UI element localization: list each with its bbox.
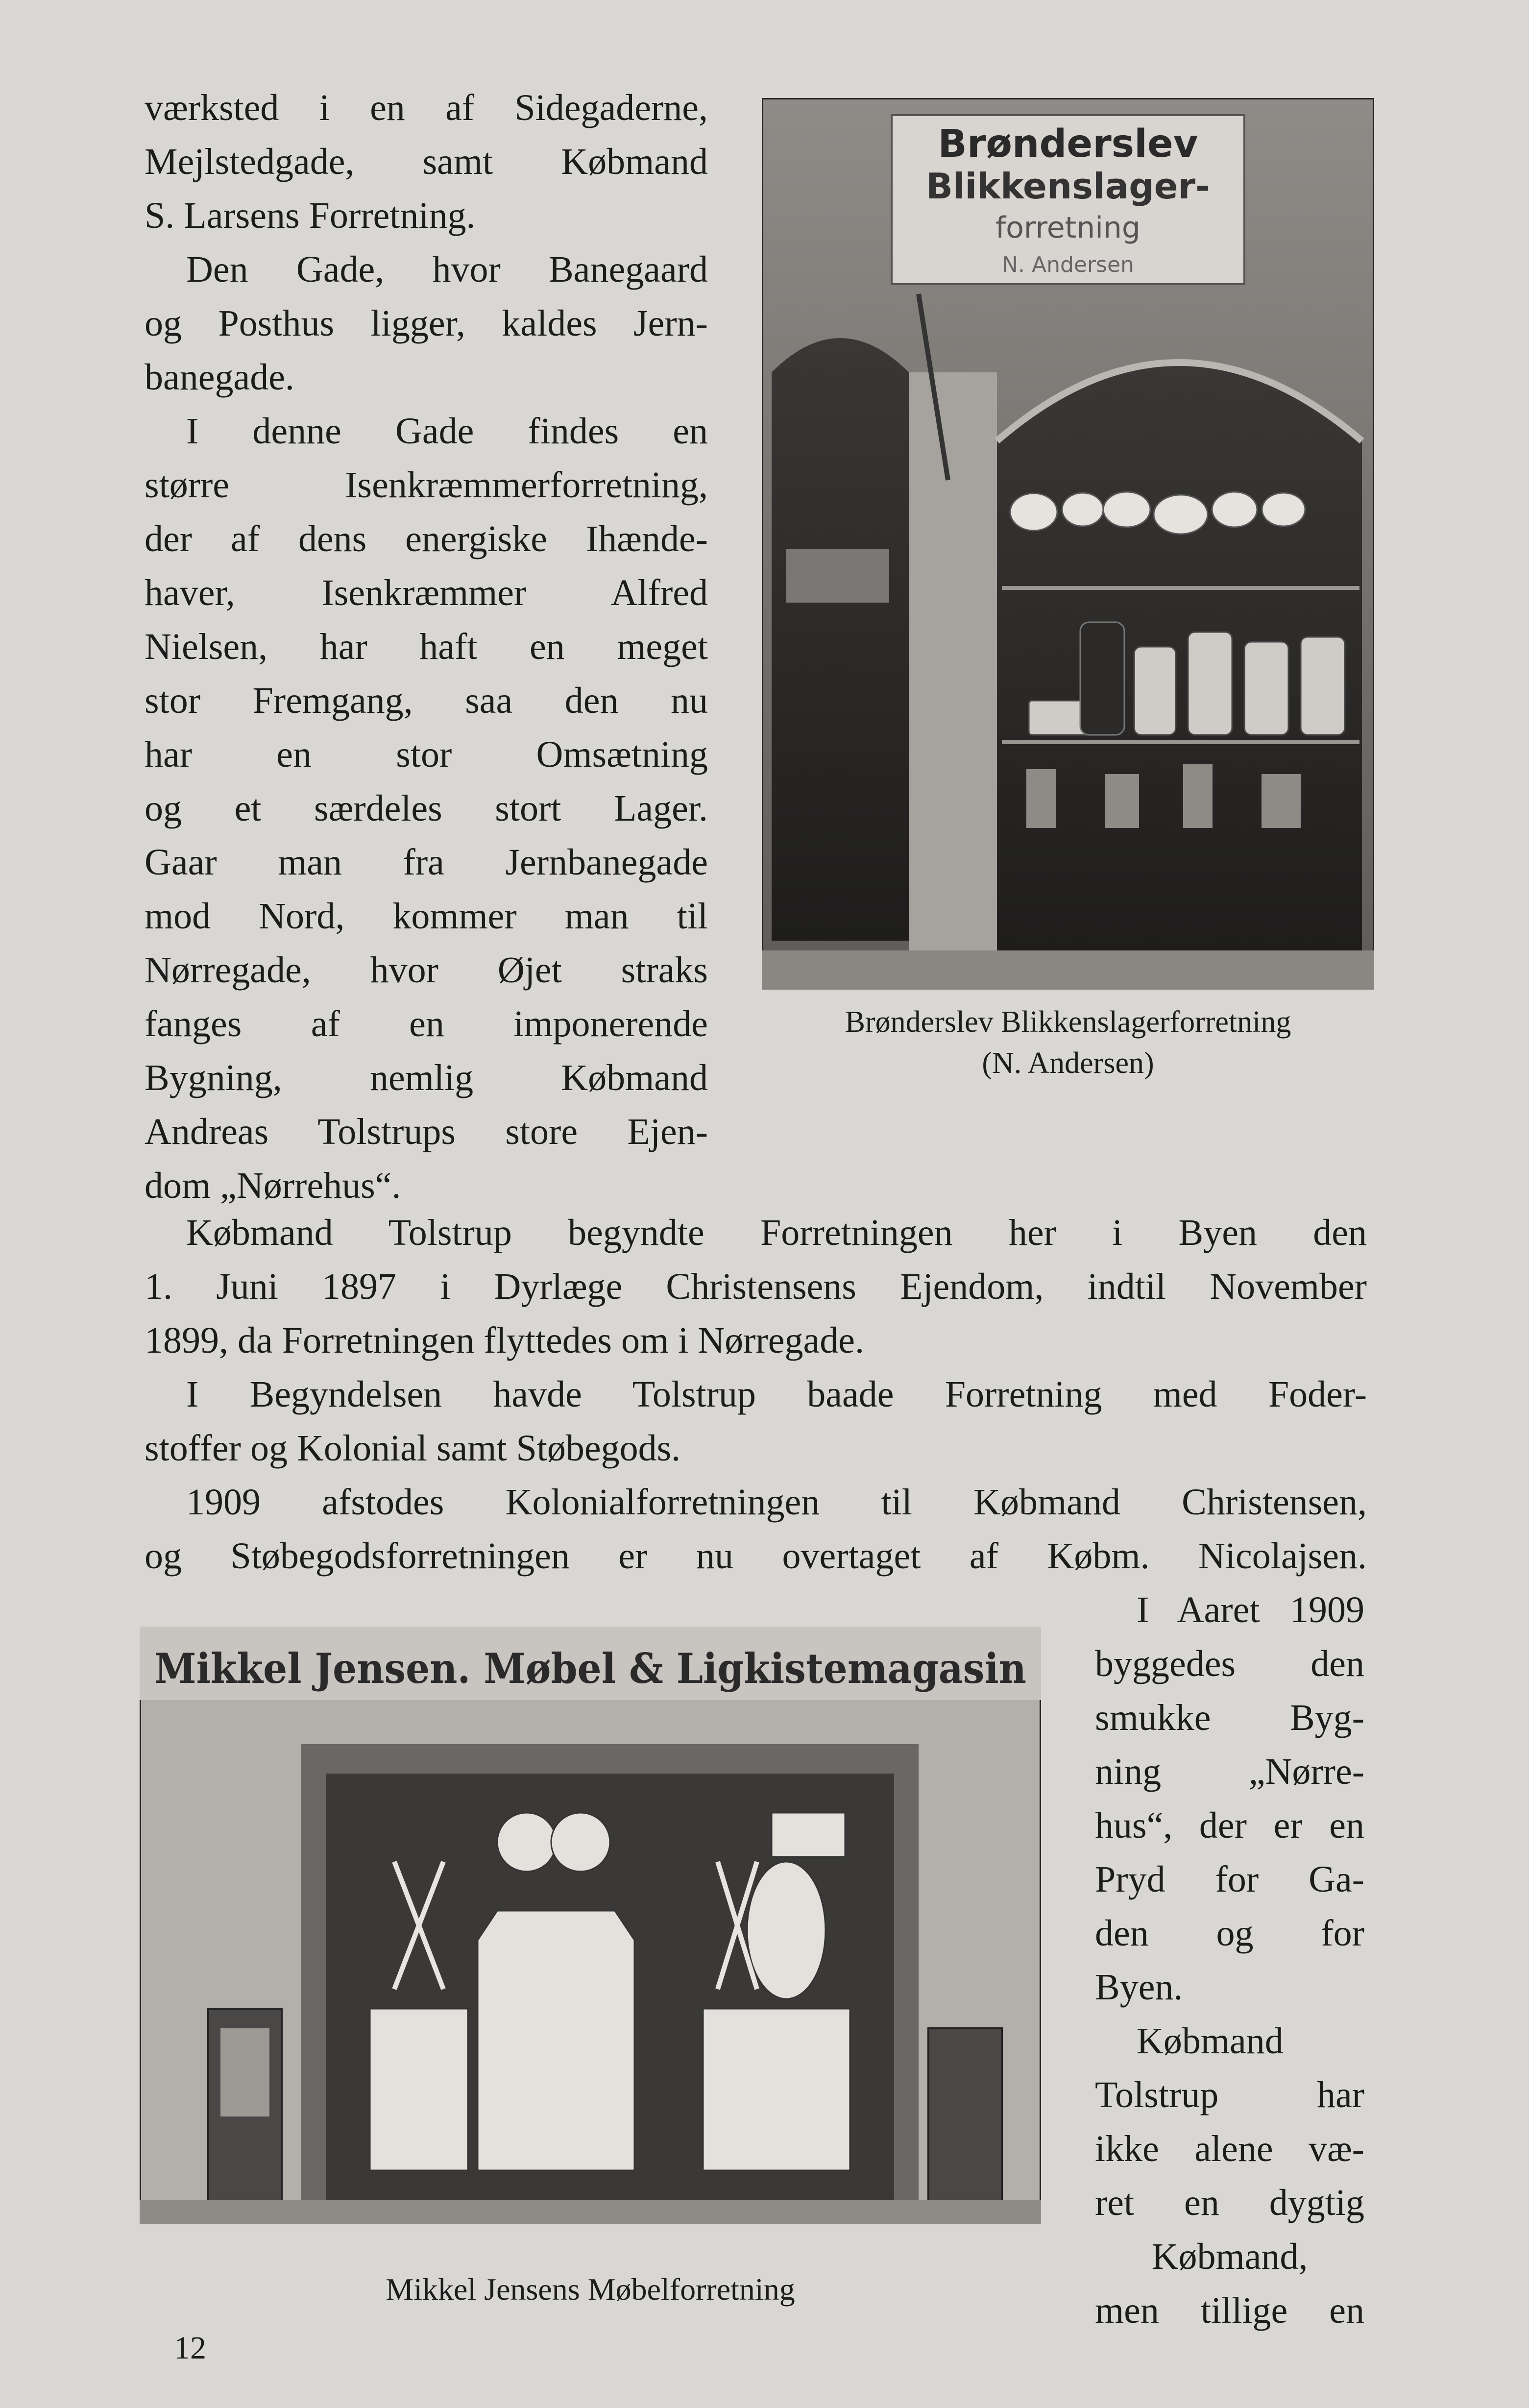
- text-line: og Posthus ligger, kaldes Jern-: [145, 303, 708, 344]
- text-line: I denne Gade findes en: [186, 411, 708, 452]
- text-line: stoffer og Kolonial samt Støbegods.: [145, 1428, 681, 1469]
- text-line: Bygning, nemlig Købmand: [145, 1057, 708, 1098]
- text-line: S. Larsens Forretning.: [145, 195, 476, 236]
- bottom-photo-caption: Mikkel Jensens Møbelforretning: [386, 2272, 795, 2307]
- text-line: Andreas Tolstrups store Ejen-: [145, 1111, 708, 1152]
- text-line: Byen.: [1095, 1967, 1183, 2008]
- text-line: 1909 afstodes Kolonialforretningen til Købmand Christensen,: [186, 1482, 1367, 1523]
- tinsmith-shop-photo: [762, 98, 1374, 990]
- text-line: Nielsen, har haft en meget: [145, 626, 708, 667]
- text-line: har en stor Omsætning: [145, 734, 708, 775]
- furniture-shop-photo: [140, 1627, 1041, 2224]
- text-line: hus“, der er en: [1095, 1805, 1364, 1846]
- top-photo-caption: [745, 1002, 1391, 1084]
- text-line: 1. Juni 1897 i Dyrlæge Christensens Ejendom, indtil November: [145, 1266, 1367, 1307]
- caption-line-2: (N. Andersen): [982, 1046, 1154, 1080]
- text-line: og et særdeles stort Lager.: [145, 788, 708, 829]
- text-line: Den Gade, hvor Banegaard: [186, 249, 708, 290]
- text-line: og Støbegodsforretningen er nu overtaget af Købm. Nicolajsen.: [145, 1535, 1367, 1577]
- text-line: den og for: [1095, 1913, 1364, 1954]
- text-line: I Begyndelsen havde Tolstrup baade Forretning med Foder-: [186, 1374, 1367, 1415]
- text-line: haver, Isenkræmmer Alfred: [145, 572, 708, 613]
- sign-line-4: N. Andersen: [1002, 252, 1134, 277]
- furniture-sign-text: Mikkel Jensen. Møbel & Ligkistemagasin: [154, 1644, 1026, 1693]
- text-line: banegade.: [145, 357, 294, 398]
- text-line: Tolstrup har: [1095, 2074, 1364, 2116]
- text-line: I Aaret 1909: [1137, 1589, 1364, 1630]
- text-line: mod Nord, kommer man til: [145, 896, 708, 937]
- sign-line-2: Blikkenslager-: [925, 166, 1211, 207]
- text-line: fanges af en imponerende: [145, 1003, 708, 1045]
- page-number: 12: [174, 2330, 206, 2366]
- sign-line-1: Brønderslev: [938, 122, 1198, 166]
- text-line: byggedes den: [1095, 1643, 1364, 1684]
- text-line: større Isenkræmmerforretning,: [145, 464, 708, 506]
- text-line: Nørregade, hvor Øjet straks: [145, 949, 708, 991]
- text-line: Købmand Tolstrup begyndte Forretningen her i Byen den: [186, 1212, 1367, 1253]
- text-line: Mejlstedgade, samt Købmand: [145, 141, 708, 182]
- text-line: ret en dygtig: [1095, 2182, 1364, 2223]
- text-line: dom „Nørrehus“.: [145, 1165, 401, 1206]
- text-line: Købmand,: [1151, 2236, 1308, 2277]
- text-line: 1899, da Forretningen flyttedes om i Nørregade.: [145, 1320, 864, 1361]
- text-line: værksted i en af Sidegaderne,: [145, 87, 708, 128]
- caption-line-1: Brønderslev Blikkenslagerforretning: [845, 1005, 1291, 1039]
- text-line: ning „Nørre-: [1095, 1751, 1364, 1792]
- sign-line-3: forretning: [995, 211, 1141, 245]
- text-line: Pryd for Ga-: [1095, 1859, 1364, 1900]
- text-line: Købmand: [1137, 2020, 1284, 2062]
- text-line: der af dens energiske Ihænde-: [145, 518, 708, 559]
- text-line: stor Fremgang, saa den nu: [145, 680, 708, 721]
- text-line: ikke alene væ-: [1095, 2128, 1364, 2169]
- text-line: men tillige en: [1095, 2290, 1364, 2331]
- text-line: Gaar man fra Jernbanegade: [145, 842, 708, 883]
- text-line: smukke Byg-: [1095, 1697, 1364, 1738]
